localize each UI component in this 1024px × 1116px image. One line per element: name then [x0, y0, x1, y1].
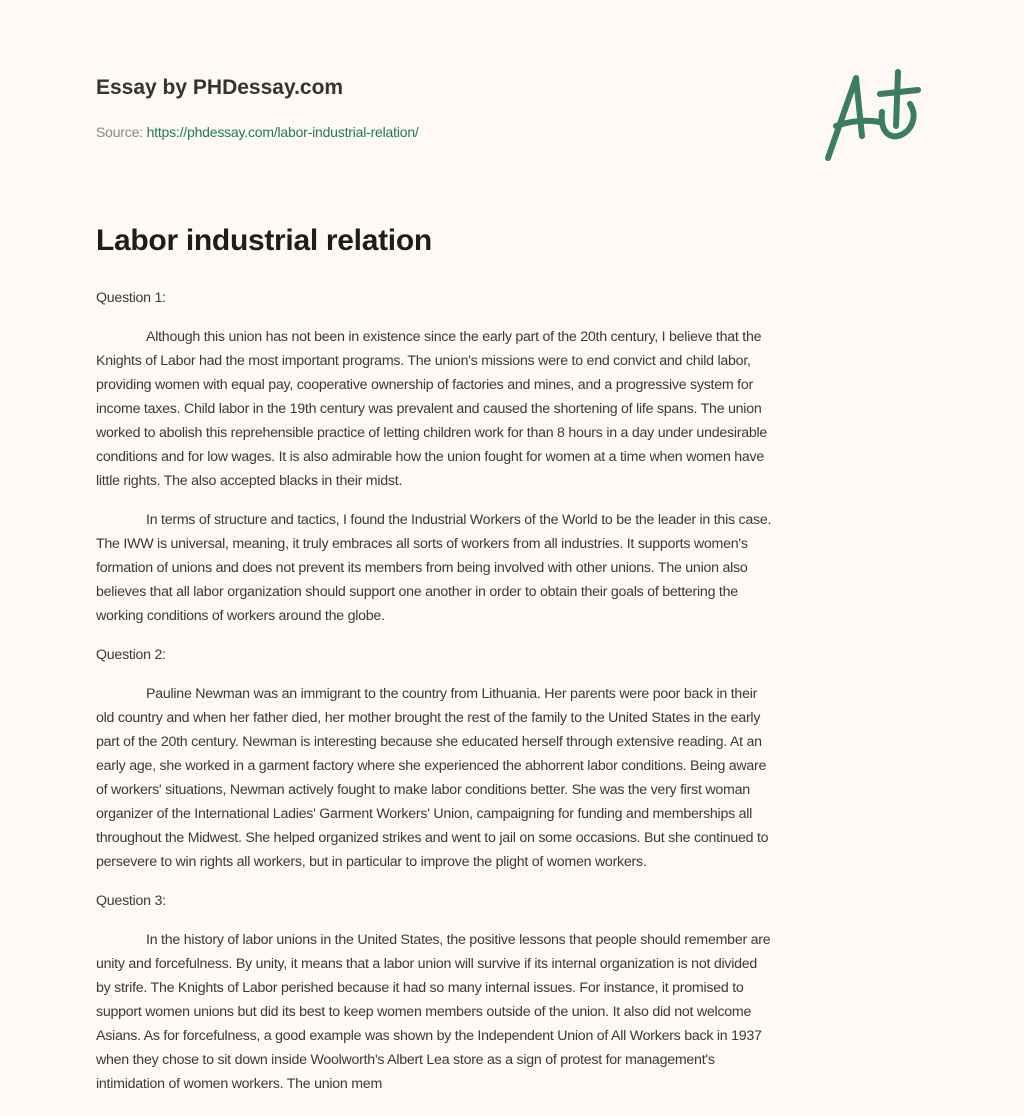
paragraph-line: Asians. As for forcefulness, a good example was shown by the Independent Union of All Workers back in 1937 [96, 1028, 762, 1044]
paragraph-line: worked to abolish this reprehensible practice of letting children work for than 8 hours in a day under undesirable [96, 425, 768, 441]
paragraph-line: support women unions but did its best to keep women members outside of the union. It also did not welcome [96, 1004, 752, 1020]
site-brand: Essay by PHDessay.com [96, 76, 344, 99]
paragraph-line: by strife. The Knights of Labor perished because it had so many internal issues. For instance, it promised to [96, 980, 744, 996]
essay-paragraph [96, 928, 956, 1096]
paragraph-line: Pauline Newman was an immigrant to the country from Lithuania. Her parents were poor back in their [146, 686, 758, 702]
question-heading: Question 2: [96, 647, 166, 663]
paragraph-line: throughout the Midwest. She helped organized strikes and went to jail on some occasions. But she continued to [96, 830, 769, 846]
paragraph-line: when they chose to sit down inside Woolworth's Albert Lea store as a sign of protest for management's [96, 1052, 715, 1068]
paragraph-line: of workers' situations, Newman actively fought to make labor conditions better. She was the very first woman [96, 782, 750, 798]
paragraph-line: persevere to win rights all workers, but in particular to improve the plight of women workers. [96, 854, 647, 870]
essay-paragraph [96, 325, 956, 493]
paragraph-line: intimidation of women workers. The union mem [96, 1076, 383, 1092]
question-heading: Question 1: [96, 290, 166, 306]
paragraph-line: providing women with equal pay, cooperative ownership of factories and mines, and a progressive system for [96, 377, 753, 393]
source-line [96, 124, 419, 140]
paragraph-line: early age, she worked in a garment factory where she experienced the abhorrent labor conditions. Being aware [96, 758, 767, 774]
essay-paragraph [96, 682, 956, 874]
paragraph-line: Knights of Labor had the most important programs. The union's missions were to end convict and child labor, [96, 353, 751, 369]
page-title: Labor industrial relation [96, 224, 432, 257]
paragraph-line: old country and when her father died, her mother brought the rest of the family to the United States in the early [96, 710, 761, 726]
question-heading: Question 3: [96, 893, 166, 909]
paragraph-line: believes that all labor organization should support one another in order to obtain their goals of bettering the [96, 584, 738, 600]
paragraph-line: working conditions of workers around the globe. [96, 608, 385, 624]
essay-body [96, 286, 956, 1111]
paragraph-line: little rights. The also accepted blacks in their midst. [96, 473, 403, 489]
source-link[interactable]: https://phdessay.com/labor-industrial-relation/ [146, 124, 419, 140]
paragraph-line: In the history of labor unions in the United States, the positive lessons that people should remember are [146, 932, 771, 948]
paragraph-line: organizer of the International Ladies' Garment Workers' Union, campaigning for funding and memberships all [96, 806, 753, 822]
a-plus-logo-icon [818, 66, 928, 166]
paragraph-line: income taxes. Child labor in the 19th century was prevalent and caused the shortening of life spans. The union [96, 401, 762, 417]
paragraph-line: unity and forcefulness. By unity, it means that a labor union will survive if its internal organization is not divided [96, 956, 758, 972]
source-label: Source: [96, 124, 143, 140]
paragraph-line: part of the 20th century. Newman is interesting because she educated herself through extensive reading. At an [96, 734, 762, 750]
paragraph-line: formation of unions and does not prevent its members from being involved with other unions. The union also [96, 560, 748, 576]
paragraph-line: In terms of structure and tactics, I found the Industrial Workers of the World to be the leader in this case. [146, 512, 772, 528]
paragraph-line: Although this union has not been in existence since the early part of the 20th century, I believe that the [146, 329, 762, 345]
paragraph-line: conditions and for low wages. It is also admirable how the union fought for women at a time when women have [96, 449, 765, 465]
paragraph-line: The IWW is universal, meaning, it truly embraces all sorts of workers from all industries. It supports women's [96, 536, 748, 552]
essay-paragraph [96, 508, 956, 628]
